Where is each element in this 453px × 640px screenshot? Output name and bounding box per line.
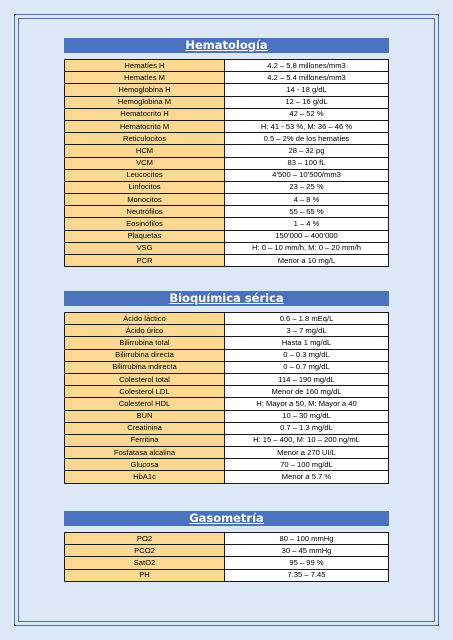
test-name-cell: BUN <box>65 410 225 422</box>
section-hematologia <box>64 38 389 267</box>
test-name-cell: Bilirrubina indirecta <box>65 361 225 373</box>
reference-value-cell: 0.6 – 1.8 mEq/L <box>225 313 389 325</box>
reference-value-cell: Menor a 5.7 % <box>225 471 389 483</box>
reference-value-cell: 12 – 16 g/dL <box>225 96 389 108</box>
test-name-cell: VSG <box>65 242 225 254</box>
table-row <box>65 361 389 373</box>
table-row <box>65 325 389 337</box>
reference-value-cell: 0 – 0.3 mg/dL <box>225 349 389 361</box>
table-row <box>65 569 389 581</box>
test-name-cell: HbA1c <box>65 471 225 483</box>
table-row <box>65 60 389 72</box>
test-name-cell: Reticulocitos <box>65 133 225 145</box>
table-row <box>65 120 389 132</box>
table-row <box>65 194 389 206</box>
table-row <box>65 557 389 569</box>
test-name-cell: PCR <box>65 255 225 267</box>
reference-value-cell: 28 – 32 pg <box>225 145 389 157</box>
reference-value-cell: 7.35 – 7.45 <box>225 569 389 581</box>
test-name-cell: Ácido láctico <box>65 313 225 325</box>
section-bioquimica-serica <box>64 291 389 484</box>
reference-value-cell: 114 – 190 mg/dL <box>225 373 389 385</box>
reference-value-cell: 4 – 8 % <box>225 194 389 206</box>
table-row <box>65 218 389 230</box>
reference-value-cell: Menor a 270 UI/L <box>225 447 389 459</box>
table-row <box>65 545 389 557</box>
table-row <box>65 313 389 325</box>
table-row <box>65 242 389 254</box>
table-row <box>65 422 389 434</box>
table-row <box>65 533 389 545</box>
test-name-cell: Colesterol total <box>65 373 225 385</box>
reference-value-cell: 14 - 18 g/dL <box>225 84 389 96</box>
reference-value-cell: 1 – 4 % <box>225 218 389 230</box>
test-name-cell: Colesterol HDL <box>65 398 225 410</box>
table-row <box>65 181 389 193</box>
test-name-cell: Hematíes M <box>65 72 225 84</box>
reference-value-cell: 4’500 – 10’500/mm3 <box>225 169 389 181</box>
reference-value-cell: H: 41 - 53 %, M: 36 – 46 % <box>225 120 389 132</box>
test-name-cell: Glucosa <box>65 459 225 471</box>
test-name-cell: Bilirrubina total <box>65 337 225 349</box>
reference-value-cell: 0.7 – 1.3 mg/dL <box>225 422 389 434</box>
reference-value-cell: 70 – 100 mg/dL <box>225 459 389 471</box>
table-row <box>65 206 389 218</box>
section-gasometria <box>64 511 389 582</box>
reference-value-cell: 83 – 100 fL <box>225 157 389 169</box>
reference-value-cell: 30 – 45 mmHg <box>225 545 389 557</box>
reference-table <box>64 312 389 484</box>
table-row <box>65 230 389 242</box>
test-name-cell: Bilirrubina directa <box>65 349 225 361</box>
test-name-cell: Eosinófilos <box>65 218 225 230</box>
test-name-cell: Creatinina <box>65 422 225 434</box>
table-row <box>65 373 389 385</box>
table-row <box>65 434 389 446</box>
table-row <box>65 349 389 361</box>
test-name-cell: Hematocrito M <box>65 120 225 132</box>
section-header: Gasometría <box>64 511 389 526</box>
reference-value-cell: 95 – 99 % <box>225 557 389 569</box>
table-row <box>65 84 389 96</box>
table-row <box>65 108 389 120</box>
section-header: Bioquímica sérica <box>64 291 389 306</box>
reference-value-cell: 0 – 0.7 mg/dL <box>225 361 389 373</box>
test-name-cell: Fosfatasa alcalina <box>65 447 225 459</box>
table-row <box>65 337 389 349</box>
test-name-cell: HCM <box>65 145 225 157</box>
test-name-cell: Colesterol LDL <box>65 386 225 398</box>
reference-value-cell: H: 15 – 400, M: 10 – 200 ng/mL <box>225 434 389 446</box>
table-row <box>65 145 389 157</box>
reference-value-cell: 4.2 – 5.8 millones/mm3 <box>225 60 389 72</box>
test-name-cell: SatO2 <box>65 557 225 569</box>
reference-value-cell: 4.2 – 5.4 millones/mm3 <box>225 72 389 84</box>
table-row <box>65 96 389 108</box>
reference-value-cell: 42 – 52 % <box>225 108 389 120</box>
test-name-cell: VCM <box>65 157 225 169</box>
test-name-cell: Hemoglobina H <box>65 84 225 96</box>
reference-value-cell: 3 – 7 mg/dL <box>225 325 389 337</box>
table-row <box>65 169 389 181</box>
test-name-cell: PO2 <box>65 533 225 545</box>
table-row <box>65 133 389 145</box>
reference-value-cell: 80 – 100 mmHg <box>225 533 389 545</box>
test-name-cell: Plaquetas <box>65 230 225 242</box>
reference-value-cell: Menor a 10 mg/L <box>225 255 389 267</box>
test-name-cell: Ácido úrico <box>65 325 225 337</box>
test-name-cell: Hematocrito H <box>65 108 225 120</box>
test-name-cell: Monocitos <box>65 194 225 206</box>
reference-value-cell: H: 0 – 10 mm/h, M: 0 – 20 mm/h <box>225 242 389 254</box>
reference-value-cell: 10 – 30 mg/dL <box>225 410 389 422</box>
test-name-cell: PH <box>65 569 225 581</box>
reference-table <box>64 59 389 267</box>
table-row <box>65 157 389 169</box>
reference-value-cell: 150’000 – 400’000 <box>225 230 389 242</box>
table-row <box>65 459 389 471</box>
reference-table <box>64 532 389 582</box>
table-row <box>65 447 389 459</box>
test-name-cell: PCO2 <box>65 545 225 557</box>
test-name-cell: Hemoglobina M <box>65 96 225 108</box>
reference-value-cell: H: Mayor a 50, M: Mayor a 40 <box>225 398 389 410</box>
test-name-cell: Ferritina <box>65 434 225 446</box>
reference-value-cell: 0.5 – 2% de los hematíes <box>225 133 389 145</box>
test-name-cell: Neutrófilos <box>65 206 225 218</box>
test-name-cell: Linfocitos <box>65 181 225 193</box>
table-row <box>65 398 389 410</box>
table-row <box>65 386 389 398</box>
table-row <box>65 72 389 84</box>
test-name-cell: Hematíes H <box>65 60 225 72</box>
table-row <box>65 255 389 267</box>
reference-value-cell: Menor de 160 mg/dL <box>225 386 389 398</box>
test-name-cell: Leucocitos <box>65 169 225 181</box>
section-header: Hematología <box>64 38 389 53</box>
reference-value-cell: 23 – 25 % <box>225 181 389 193</box>
reference-value-cell: 55 – 65 % <box>225 206 389 218</box>
table-row <box>65 410 389 422</box>
reference-value-cell: Hasta 1 mg/dL <box>225 337 389 349</box>
table-row <box>65 471 389 483</box>
